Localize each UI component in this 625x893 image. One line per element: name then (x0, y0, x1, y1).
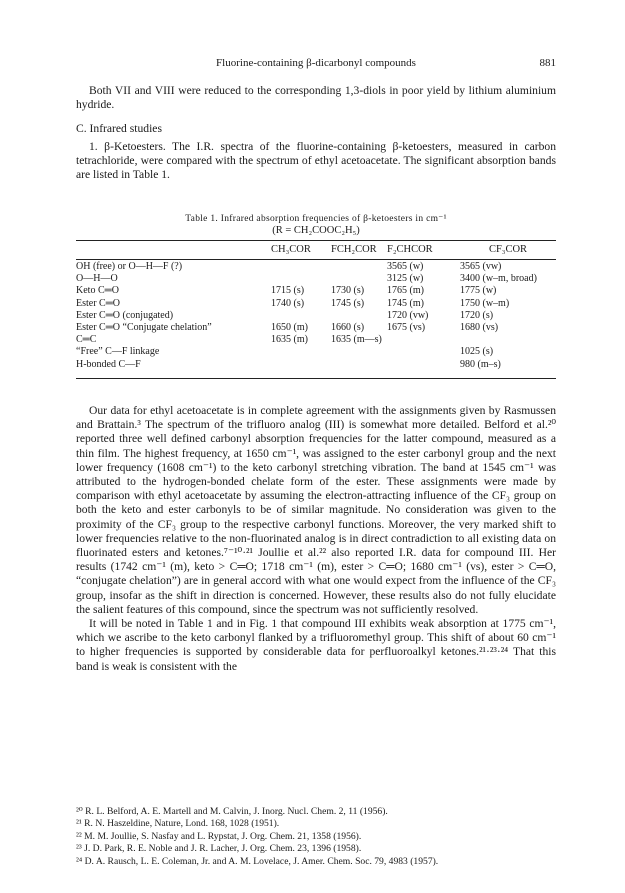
discussion-paragraph-2: It will be noted in Table 1 and in Fig. 1 that compound III exhibits weak absorption at 1775 cm⁻¹, which we ascribe to the keto carbonyl flanked by a trifluoromethyl group. This shift of about 60 cm⁻¹ to higher frequencies is supported by considerable data for perfluoroalkyl ketones.²¹·²³·²⁴ That this band is weak is consistent with the (76, 617, 556, 673)
column-header: CF₃COR (488, 243, 528, 255)
table-cell (271, 310, 331, 322)
section-heading: C. Infrared studies (76, 122, 162, 135)
intro-block (76, 84, 556, 112)
table-cell (271, 346, 331, 358)
table-cell (331, 273, 387, 285)
table-row (76, 273, 556, 285)
table-caption: Table 1. Infrared absorption frequencies of β-ketoesters in cm⁻¹ (185, 214, 447, 224)
footnotes (76, 806, 556, 868)
table-row (76, 261, 556, 273)
table-cell (387, 346, 460, 358)
table-top-rule (76, 240, 556, 241)
table-bottom-rule (76, 378, 556, 379)
table-row (76, 359, 556, 371)
table-cell: 1025 (s) (460, 346, 494, 358)
table-cell (271, 359, 331, 371)
table-cell (460, 334, 556, 346)
table-cell: H-bonded C—F (76, 358, 141, 370)
table-cell: O—H—O (76, 273, 118, 285)
table-cell: 1635 (m—s) (331, 334, 382, 346)
table-cell: 1775 (w) (460, 285, 497, 297)
table-cell (331, 346, 387, 358)
table-row (76, 285, 556, 297)
column-header: CH₃COR (271, 243, 311, 255)
table-subcaption: (R = CH₂COOC₂H₅) (272, 225, 360, 236)
subsection-paragraph: 1. β-Ketoesters. The I.R. spectra of the fluorine-containing β-ketoesters, measured in carbon tetrachloride, were compared with the spectrum of ethyl acetoacetate. The significant absorption bands are listed in Table 1. (76, 140, 556, 182)
table-cell: 1660 (s) (331, 322, 365, 334)
table-cell: Keto C═O (76, 285, 119, 297)
table-cell (331, 359, 387, 371)
table-cell: 980 (m–s) (460, 358, 501, 370)
table-cell: 1650 (m) (271, 322, 308, 334)
footnote: ²¹ R. N. Haszeldine, Nature, Lond. 168, 1028 (1951). (76, 818, 280, 830)
page-number: 881 (539, 57, 556, 69)
ir-table (76, 242, 556, 371)
section-block (76, 122, 556, 136)
subsection-block (76, 140, 556, 183)
table-cell: 3125 (w) (387, 273, 424, 285)
table-cell: 1765 (m) (387, 285, 424, 297)
table-cell (387, 359, 460, 371)
footnote: ²² M. M. Joullie, S. Nasfay and L. Rypstat, J. Org. Chem. 21, 1358 (1956). (76, 830, 362, 842)
table-cell: C═C (76, 334, 97, 346)
table-cell (387, 334, 460, 346)
table-cell: 1745 (s) (331, 297, 365, 309)
intro-paragraph: Both VII and VIII were reduced to the corresponding 1,3-diols in poor yield by lithium aluminium hydride. (76, 84, 556, 112)
footnote: ²⁴ D. A. Rausch, L. E. Coleman, Jr. and A. M. Lovelace, J. Amer. Chem. Soc. 79, 4983 (1957). (76, 855, 439, 867)
table-cell: 1635 (m) (271, 334, 308, 346)
table-cell: “Free” C—F linkage (76, 346, 160, 358)
table-row (76, 334, 556, 346)
footnote: ²⁰ R. L. Belford, A. E. Martell and M. Calvin, J. Inorg. Nucl. Chem. 2, 11 (1956). (76, 806, 388, 817)
table-cell: 1720 (s) (460, 309, 494, 321)
table-cell (271, 261, 331, 273)
table-cell: 1675 (vs) (387, 322, 426, 334)
discussion-paragraph-1: Our data for ethyl acetoacetate is in complete agreement with the assignments given by Rasmussen and Brattain.³ The spectrum of the trifluoro analog (III) is somewhat more detailed. Belford et al.²⁰ reported three well defined carbonyl absorption frequencies for the latter compound, measured as a thin film. The highest frequency, at 1650 cm⁻¹, was assigned to the ester carbonyl group and the next lower frequency (1608 cm⁻¹) to the keto carbonyl stretching vibration. The band at 1545 cm⁻¹ was attributed to the hydrogen-bonded chelate form of the ester. These assignments were made by comparison with ethyl acetoacetate by assuming the electron-attracting influence of the CF₃ group on both the keto and ester carbonyls to be of similar magnitude. No consideration was given to the proximity of the CF₃ group to the respective carbonyl functions. Moreover, the very marked shift to lower frequencies relative to the non-fluorinated analog is in direct contradiction to all existing data on fluorinated esters and ketones.⁷⁻¹⁰·²¹ Joullie et al.²² also reported I.R. data for compound III. Her results (1742 cm⁻¹ (m), keto > C═O; 1718 cm⁻¹ (m), ester > C═O; 1680 cm⁻¹ (vs), ester > C═O, “conjugate chelation”) are in general accord with what one would expect from the influence of the CF₃ group, insofar as the shift in direction is concerned. However, these results also do not fully elucidate the salient features of this compound, since the spectrum was not sufficiently resolved. (76, 404, 556, 616)
running-title: Fluorine-containing β-dicarbonyl compounds (216, 57, 416, 69)
footnote: ²³ J. D. Park, R. E. Noble and J. R. Lacher, J. Org. Chem. 23, 1396 (1958). (76, 843, 362, 855)
table-cell: 1715 (s) (271, 285, 305, 297)
column-header (76, 242, 271, 256)
table-cell: Ester C═O “Conjugate chelation” (76, 322, 212, 334)
table-cell: 1720 (vw) (387, 309, 429, 321)
table-cell (331, 310, 387, 322)
column-header: FCH₂COR (331, 243, 377, 255)
table-cell: OH (free) or O—H—F (?) (76, 261, 183, 272)
column-header: F₂CHCOR (387, 243, 433, 255)
table-row (76, 346, 556, 358)
table-cell: 3400 (w–m, broad) (460, 273, 537, 285)
table-row (76, 310, 556, 322)
table-cell: 3565 (w) (387, 261, 424, 272)
table-cell: 3565 (vw) (460, 261, 502, 272)
table-cell (271, 273, 331, 285)
table-cell: Ester C═O (76, 297, 121, 309)
table-cell: 1740 (s) (271, 297, 305, 309)
table-header-row (76, 242, 556, 256)
table-cell: 1680 (vs) (460, 322, 499, 334)
table-cell: 1745 (m) (387, 297, 424, 309)
table-cell: 1750 (w–m) (460, 297, 510, 309)
table-row (76, 322, 556, 334)
table-cell: Ester C═O (conjugated) (76, 309, 174, 321)
table-cell (331, 261, 387, 273)
table-row (76, 298, 556, 310)
discussion-block (76, 404, 556, 674)
table-cell: 1730 (s) (331, 285, 365, 297)
